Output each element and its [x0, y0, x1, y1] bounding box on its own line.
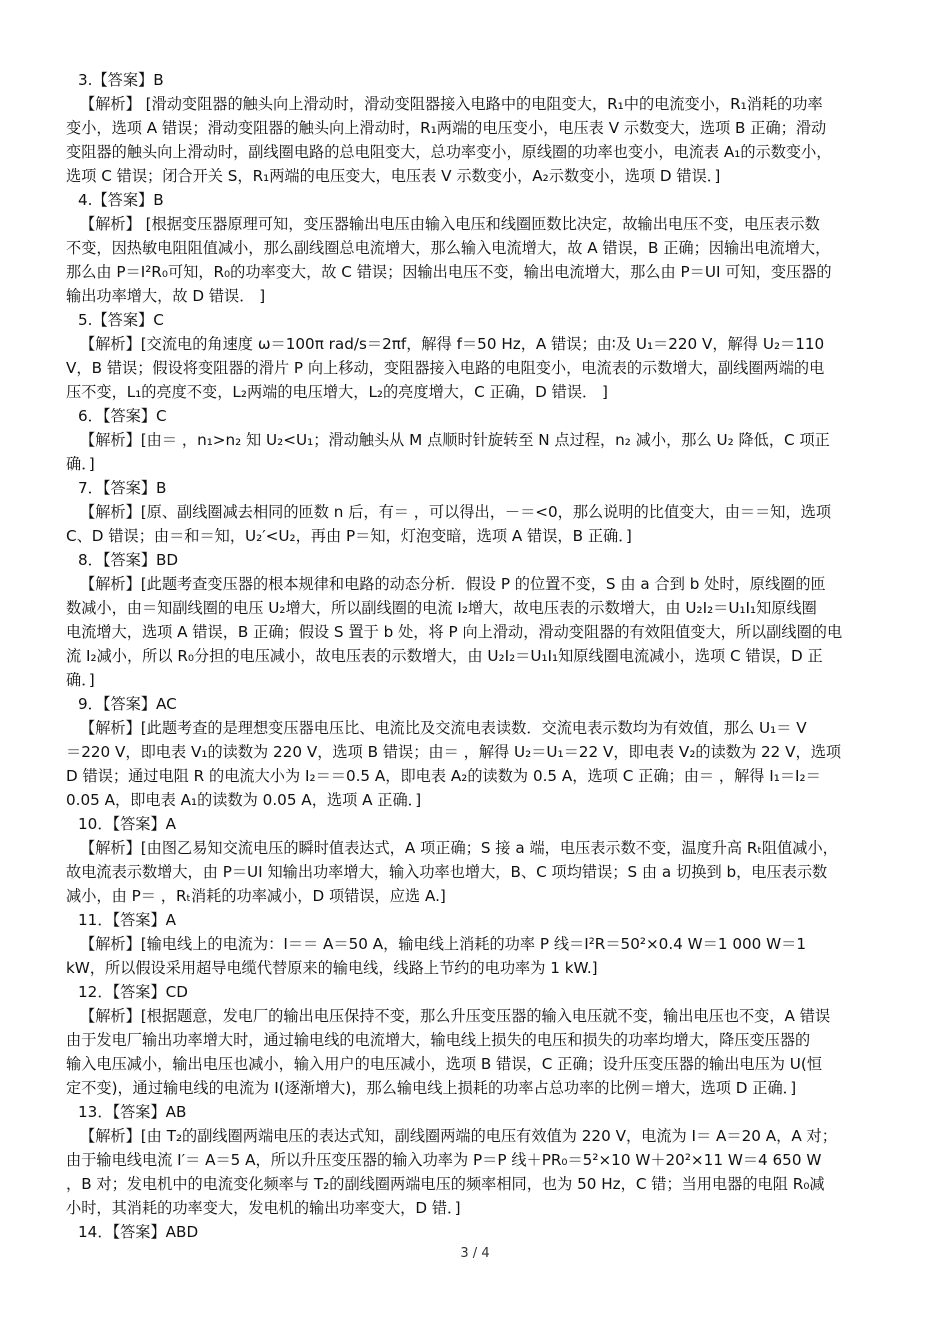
explanation-line: 确．] — [66, 455, 95, 473]
explanation — [66, 212, 886, 308]
explanation-line: 小时，其消耗的功率变大，发电机的输出功率变大，D 错．] — [66, 1199, 461, 1217]
answer-item — [66, 404, 886, 476]
answer-item — [66, 812, 886, 908]
explanation-line: 压不变，L₁的亮度不变，L₂两端的电压增大，L₂的亮度增大，C 正确，D 错误． ] — [66, 383, 608, 401]
explanation — [66, 500, 886, 548]
answer-item — [66, 1100, 886, 1220]
explanation — [66, 428, 886, 476]
answer-line: 10．【答案】A — [78, 815, 177, 833]
explanation-line: 【解析】 [滑动变阻器的触头向上滑动时，滑动变阻器接入电路中的电阻变大，R₁中的电流变小，R₁消耗的功率 — [80, 95, 823, 113]
explanation-line: 0.05 A，即电表 A₁的读数为 0.05 A，选项 A 正确．] — [66, 791, 422, 809]
explanation-line: 变小，选项 A 错误；滑动变阻器的触头向上滑动时，R₁两端的电压变小，电压表 V 示数变大，选项 B 正确；滑动 — [66, 119, 827, 137]
answer-item — [66, 308, 886, 404]
explanation-line: 变阻器的触头向上滑动时，副线圈电路的总电阻变大，总功率变小，原线圈的功率也变小，电流表 A₁的示数变小， — [66, 143, 832, 161]
answer-item — [66, 68, 886, 188]
explanation-line: kW，所以假设采用超导电缆代替原来的输电线，线路上节约的电功率为 1 kW.] — [66, 959, 598, 977]
explanation-line: 数减小，由＝知副线圈的电压 U₂增大，所以副线圈的电流 I₂增大，故电压表的示数增大，由 U₂I₂＝U₁I₁知原线圈 — [66, 599, 817, 617]
answer-line: 7．【答案】B — [78, 479, 167, 497]
explanation-line: 输出功率增大，故 D 错误． ] — [66, 287, 266, 305]
answer-line: 4.【答案】B — [78, 191, 164, 209]
explanation-line: 由于发电厂输出功率增大时，通过输电线的电流增大，输电线上损失的电压和损失的功率均增大，降压变压器的 — [66, 1031, 811, 1049]
explanation — [66, 1124, 886, 1220]
answer-line: 9．【答案】AC — [78, 695, 177, 713]
explanation-line: 电流增大，选项 A 错误，B 正确；假设 S 置于 b 处，将 P 向上滑动，滑动变阻器的有效阻值变大，所以副线圈的电 — [66, 623, 843, 641]
explanation-line: 不变，因热敏电阻阻值减小，那么副线圈总电流增大，那么输入电流增大，故 A 错误，B 正确；因输出电流增大， — [66, 239, 831, 257]
explanation — [66, 92, 886, 188]
explanation — [66, 932, 886, 980]
explanation-line: 【解析】[此题考查变压器的根本规律和电路的动态分析．假设 P 的位置不变，S 由 a 合到 b 处时，原线圈的匝 — [80, 575, 826, 593]
explanation-line: 故电流表示数增大，由 P＝UI 知输出功率增大，输入功率也增大，B、C 项均错误；S 由 a 切换到 b，电压表示数 — [66, 863, 828, 881]
explanation-line: 选项 C 错误；闭合开关 S，R₁两端的电压变大，电压表 V 示数变小，A₂示数变小，选项 D 错误．] — [66, 167, 721, 185]
answer-line: 8．【答案】BD — [78, 551, 179, 569]
explanation-line: 定不变)，通过输电线的电流为 I(逐渐增大)，那么输电线上损耗的功率占总功率的比例＝增大，选项 D 正确．] — [66, 1079, 797, 1097]
explanation-line: 【解析】[根据题意，发电厂的输出电压保持不变，那么升压变压器的输入电压就不变，输出电压也不变，A 错误 — [80, 1007, 831, 1025]
explanation-line: ＝220 V，即电表 V₁的读数为 220 V，选项 B 错误；由＝ ，解得 U₂＝U₁＝22 V，即电表 V₂的读数为 22 V，选项 — [66, 743, 842, 761]
explanation-line: 输入电压减小，输出电压也减小，输入用户的电压减小，选项 B 错误，C 正确；设升压变压器的输出电压为 U(恒 — [66, 1055, 823, 1073]
answer-line: 6．【答案】C — [78, 407, 167, 425]
answer-line: 11．【答案】A — [78, 911, 177, 929]
answer-item — [66, 692, 886, 812]
explanation-line: V，B 错误；假设将变阻器的滑片 P 向上移动，变阻器接入电路的电阻变小，电流表的示数增大，副线圈两端的电 — [66, 359, 825, 377]
explanation — [66, 572, 886, 692]
explanation — [66, 836, 886, 908]
answer-line: 13．【答案】AB — [78, 1103, 187, 1121]
answer-line: 3.【答案】B — [78, 71, 164, 89]
answer-item — [66, 476, 886, 548]
explanation-line: 减小，由 P＝ ，Rₜ消耗的功率减小，D 项错误，应选 A.] — [66, 887, 446, 905]
explanation — [66, 1004, 886, 1100]
explanation-line: 流 I₂减小，所以 R₀分担的电压减小，故电压表的示数增大，由 U₂I₂＝U₁I₁知原线圈电流减小，选项 C 错误，D 正 — [66, 647, 823, 665]
answer-line: 12．【答案】CD — [78, 983, 188, 1001]
explanation-line: 由于输电线电流 I′＝ A＝5 A，所以升压变压器的输入功率为 P＝P 线＋PR₀＝5²×10 W＋20²×11 W＝4 650 W — [66, 1151, 822, 1169]
answer-item — [66, 188, 886, 308]
explanation — [66, 716, 886, 812]
explanation-line: 【解析】[交流电的角速度 ω＝100π rad/s＝2πf，解得 f＝50 Hz，A 错误；由∶及 U₁＝220 V，解得 U₂＝110 — [80, 335, 825, 353]
answer-line: 14．【答案】ABD — [78, 1223, 199, 1241]
answer-item — [66, 980, 886, 1100]
page-number: 3 / 4 — [460, 1246, 490, 1261]
explanation-line: 【解析】[此题考查的是理想变压器电压比、电流比及交流电表读数．交流电表示数均为有效值，那么 U₁＝ V — [80, 719, 807, 737]
answer-item — [66, 908, 886, 980]
explanation-line: C、D 错误；由＝和＝知，U₂′<U₂，再由 P＝知，灯泡变暗，选项 A 错误，B 正确．] — [66, 527, 632, 545]
explanation-line: D 错误；通过电阻 R 的电流大小为 I₂＝＝0.5 A，即电表 A₂的读数为 0.5 A，选项 C 正确；由＝ ，解得 I₁＝I₂＝ — [66, 767, 821, 785]
explanation-line: 那么由 P＝I²R₀可知，R₀的功率变大，故 C 错误；因输出电压不变，输出电流增大，那么由 P＝UI 可知，变压器的 — [66, 263, 832, 281]
explanation-line: 【解析】[原、副线圈减去相同的匝数 n 后，有＝ ，可以得出，－＝<0，那么说明的比值变大，由＝＝知，选项 — [80, 503, 832, 521]
answer-item — [66, 548, 886, 692]
explanation-line: 【解析】 [根据变压器原理可知，变压器输出电压由输入电压和线圈匝数比决定，故输出电压不变，电压表示数 — [80, 215, 820, 233]
document-body — [66, 68, 886, 1244]
answer-item — [66, 1220, 886, 1244]
explanation-line: 确．] — [66, 671, 95, 689]
explanation-line: 【解析】[输电线上的电流为：I＝＝ A＝50 A，输电线上消耗的功率 P 线＝I²R＝50²×0.4 W＝1 000 W＝1 — [80, 935, 807, 953]
explanation — [66, 332, 886, 404]
explanation-line: 【解析】[由＝ ，n₁>n₂ 知 U₂<U₁；滑动触头从 M 点顺时针旋转至 N 点过程，n₂ 减小，那么 U₂ 降低，C 项正 — [80, 431, 830, 449]
answer-line: 5.【答案】C — [78, 311, 164, 329]
explanation-line: 【解析】[由图乙易知交流电压的瞬时值表达式，A 项正确；S 接 a 端，电压表示数不变，温度升高 Rₜ阻值减小， — [80, 839, 838, 857]
explanation-line: 【解析】[由 T₂的副线圈两端电压的表达式知，副线圈两端的电压有效值为 220 V，电流为 I＝ A＝20 A，A 对； — [80, 1127, 837, 1145]
explanation-line: ，B 对；发电机中的电流变化频率与 T₂的副线圈两端电压的频率相同，也为 50 Hz，C 错；当用电器的电阻 R₀减 — [66, 1175, 825, 1193]
